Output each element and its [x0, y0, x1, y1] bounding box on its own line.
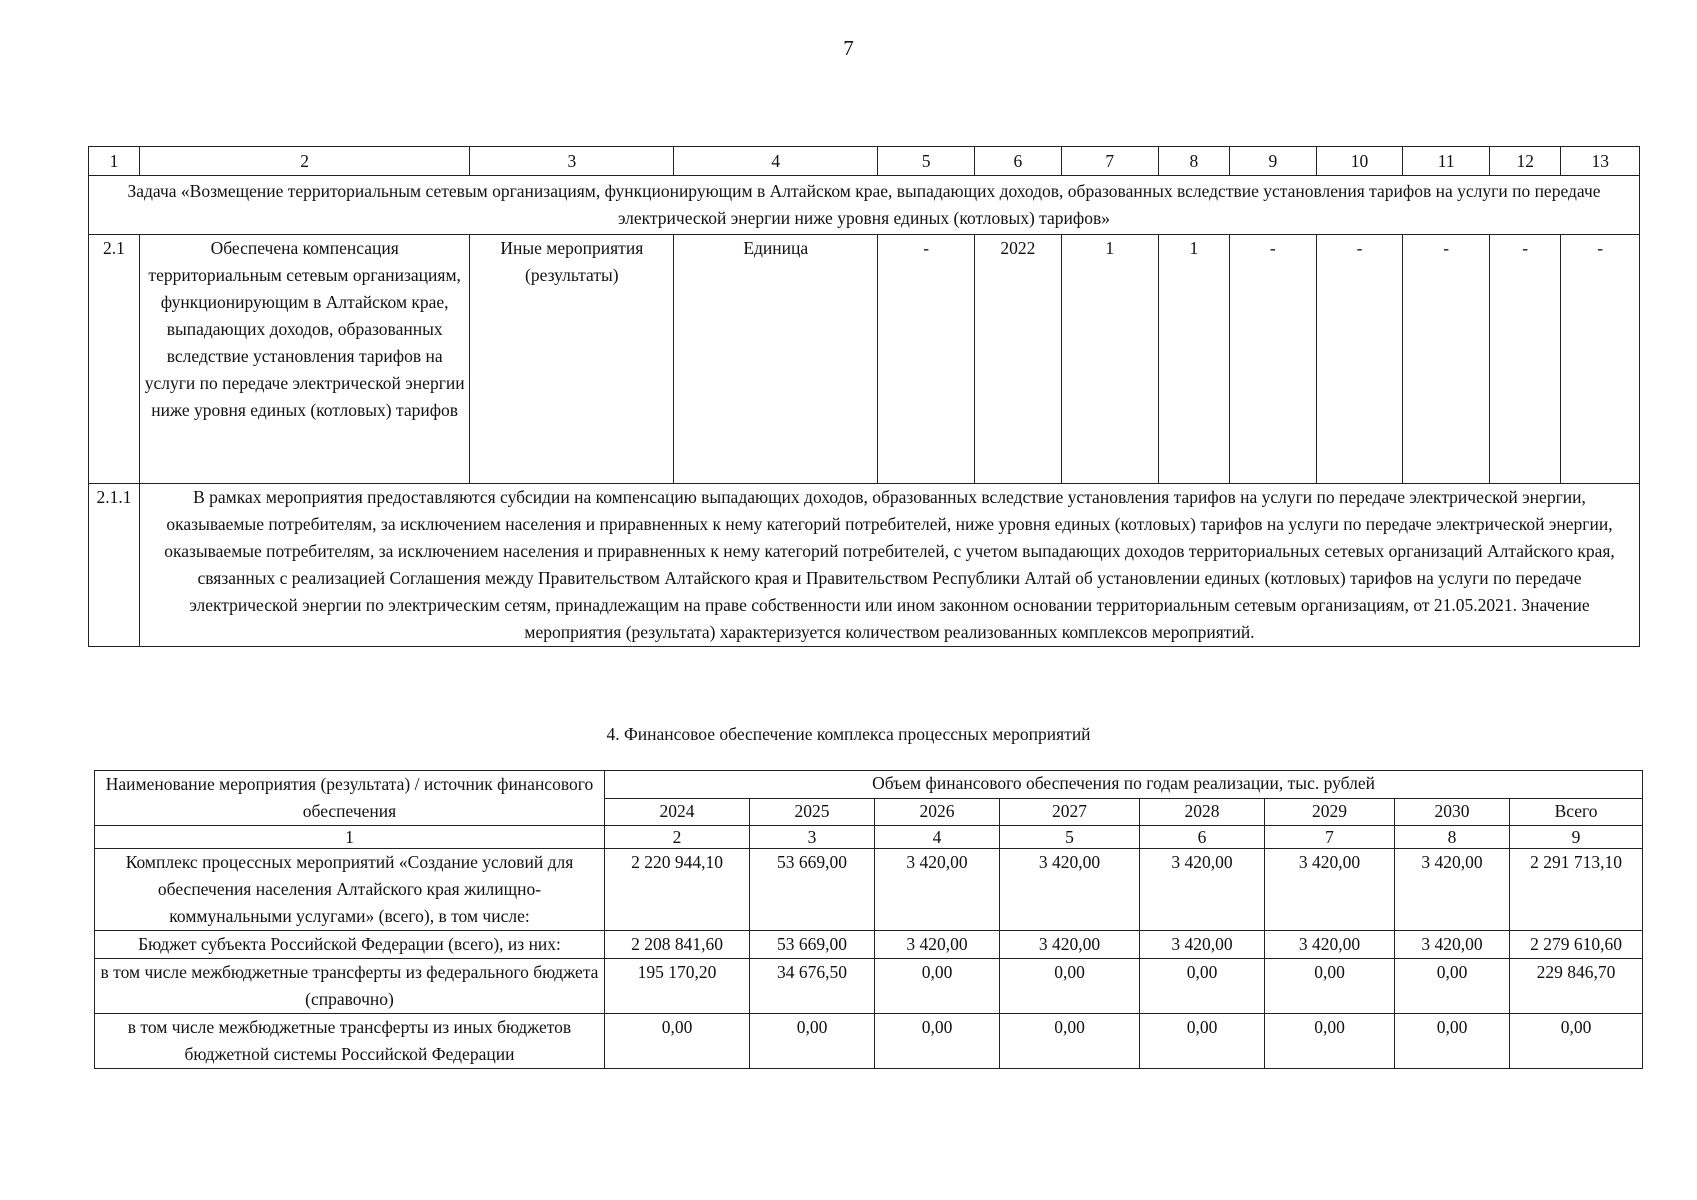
result-type: Иные мероприятия (результаты) [470, 235, 674, 484]
cell-value: 34 676,50 [750, 959, 875, 1014]
col-index: 1 [95, 826, 605, 849]
col-header: 6 [975, 147, 1062, 176]
financing-table [94, 770, 1643, 1069]
cell-value: 0,00 [1395, 1014, 1510, 1069]
cell-value: - [878, 235, 975, 484]
cell-value: 3 420,00 [1395, 931, 1510, 959]
cell-value: 0,00 [1265, 1014, 1395, 1069]
cell-value: 2 279 610,60 [1510, 931, 1643, 959]
table-header-row [89, 147, 1640, 176]
table-row [89, 235, 1640, 484]
col-header: 7 [1061, 147, 1158, 176]
cell-value: 195 170,20 [605, 959, 750, 1014]
row-number: 2.1 [89, 235, 140, 484]
description-row [89, 484, 1640, 647]
cell-value: 229 846,70 [1510, 959, 1643, 1014]
col-index: 6 [1140, 826, 1265, 849]
col-header: 8 [1158, 147, 1229, 176]
row-name: в том числе межбюджетные трансферты из федерального бюджета (справочно) [95, 959, 605, 1014]
cell-value: 0,00 [1140, 1014, 1265, 1069]
col-header: 10 [1316, 147, 1403, 176]
cell-value: 0,00 [605, 1014, 750, 1069]
col-index: 4 [875, 826, 1000, 849]
result-name: Обеспечена компенсация территориальным сетевым организациям, функционирующим в Алтайском крае, выпадающих доходов, образованных вследствие установления тарифов на услуги по передаче электрической энергии ниже уровня единых (котловых) тарифов [139, 235, 469, 484]
unit: Единица [674, 235, 878, 484]
volume-header: Объем финансового обеспечения по годам реализации, тыс. рублей [605, 771, 1643, 799]
col-index: 3 [750, 826, 875, 849]
col-index: 7 [1265, 826, 1395, 849]
col-index: 8 [1395, 826, 1510, 849]
table-row [95, 849, 1643, 931]
year-header: 2027 [1000, 798, 1140, 826]
cell-value: 3 420,00 [1265, 931, 1395, 959]
cell-value: 3 420,00 [875, 931, 1000, 959]
cell-value: - [1316, 235, 1403, 484]
col-header: 3 [470, 147, 674, 176]
cell-value: - [1403, 235, 1490, 484]
col-index: 5 [1000, 826, 1140, 849]
table-row [95, 1014, 1643, 1069]
cell-value: 3 420,00 [875, 849, 1000, 931]
col-header: 13 [1561, 147, 1640, 176]
page-number: 7 [843, 36, 854, 60]
col-header: 9 [1230, 147, 1317, 176]
col-index: 2 [605, 826, 750, 849]
results-table [88, 146, 1640, 647]
cell-value: 0,00 [1140, 959, 1265, 1014]
task-row [89, 176, 1640, 235]
col-header: 11 [1403, 147, 1490, 176]
year-header: Всего [1510, 798, 1643, 826]
index-row [95, 826, 1643, 849]
cell-value: 0,00 [1510, 1014, 1643, 1069]
col-header: 1 [89, 147, 140, 176]
col-index: 9 [1510, 826, 1643, 849]
cell-value: 3 420,00 [1140, 931, 1265, 959]
cell-value: 2 291 713,10 [1510, 849, 1643, 931]
name-header: Наименование мероприятия (результата) / источник финансового обеспечения [95, 771, 605, 826]
cell-value: 0,00 [1000, 959, 1140, 1014]
cell-value: 0,00 [875, 1014, 1000, 1069]
col-header: 5 [878, 147, 975, 176]
row-name: Бюджет субъекта Российской Федерации (всего), из них: [95, 931, 605, 959]
description-text: В рамках мероприятия предоставляются субсидии на компенсацию выпадающих доходов, образованных вследствие установления тарифов на услуги по передаче электрической энергии, оказываемые потребителям, за исключением населения и приравненных к нему категорий потребителей, ниже уровня единых (котловых) тарифов на услуги по передаче электрической энергии, оказываемые потребителям, за исключением населения и приравненных к нему категорий потребителей, с учетом выпадающих доходов территориальных сетевых организаций Алтайского края, связанных с реализацией Соглашения между Правительством Алтайского края и Правительством Республики Алтай об установлении единых (котловых) тарифов на услуги по передаче электрической энергии по электрическим сетям, принадлежащим на праве собственности или ином законном основании территориальным сетевым организациям, от 21.05.2021. Значение мероприятия (результата) характеризуется количеством реализованных комплексов мероприятий. [139, 484, 1639, 647]
cell-value: 2022 [975, 235, 1062, 484]
cell-value: 0,00 [1395, 959, 1510, 1014]
cell-value: - [1561, 235, 1640, 484]
cell-value: 3 420,00 [1395, 849, 1510, 931]
table-row [95, 959, 1643, 1014]
year-header: 2028 [1140, 798, 1265, 826]
table-row [95, 931, 1643, 959]
cell-value: 0,00 [750, 1014, 875, 1069]
cell-value: 3 420,00 [1140, 849, 1265, 931]
section-title: 4. Финансовое обеспечение комплекса процессных мероприятий [606, 724, 1091, 744]
cell-value: 2 220 944,10 [605, 849, 750, 931]
cell-value: 0,00 [1265, 959, 1395, 1014]
cell-value: 3 420,00 [1000, 849, 1140, 931]
task-title: Задача «Возмещение территориальным сетевым организациям, функционирующим в Алтайском крае, выпадающих доходов, образованных вследствие установления тарифов на услуги по передаче электрической энергии ниже уровня единых (котловых) тарифов» [89, 176, 1640, 235]
cell-value: 0,00 [1000, 1014, 1140, 1069]
year-header: 2026 [875, 798, 1000, 826]
year-header: 2029 [1265, 798, 1395, 826]
cell-value: 1 [1158, 235, 1229, 484]
cell-value: 1 [1061, 235, 1158, 484]
cell-value: - [1230, 235, 1317, 484]
row-name: в том числе межбюджетные трансферты из иных бюджетов бюджетной системы Российской Федерации [95, 1014, 605, 1069]
cell-value: 2 208 841,60 [605, 931, 750, 959]
cell-value: 0,00 [875, 959, 1000, 1014]
col-header: 12 [1490, 147, 1561, 176]
col-header: 2 [139, 147, 469, 176]
cell-value: 3 420,00 [1000, 931, 1140, 959]
cell-value: 3 420,00 [1265, 849, 1395, 931]
cell-value: 53 669,00 [750, 849, 875, 931]
col-header: 4 [674, 147, 878, 176]
year-header: 2024 [605, 798, 750, 826]
year-header: 2030 [1395, 798, 1510, 826]
row-name: Комплекс процессных мероприятий «Создание условий для обеспечения населения Алтайского края жилищно-коммунальными услугами» (всего), в том числе: [95, 849, 605, 931]
cell-value: - [1490, 235, 1561, 484]
row-number: 2.1.1 [89, 484, 140, 647]
year-header: 2025 [750, 798, 875, 826]
table-header-row [95, 771, 1643, 799]
cell-value: 53 669,00 [750, 931, 875, 959]
